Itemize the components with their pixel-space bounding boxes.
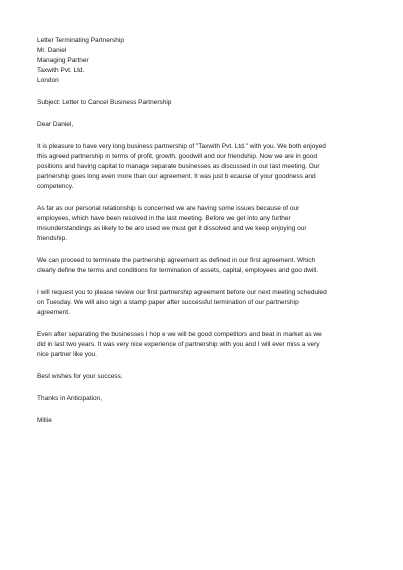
paragraph-line: misunderstandings as likely to be aro used we must get it dissolved and we keep enjoying our	[37, 225, 307, 232]
spacer	[37, 86, 355, 98]
recipient-city: London	[37, 77, 59, 84]
salutation: Dear Daniel,	[37, 121, 74, 128]
paragraph-line: We can proceed to terminate the partnership agreement as defined in our first agreement. Which	[37, 257, 316, 264]
spacer	[37, 192, 355, 204]
letter-subject: Subject: Letter to Cancel Business Partnership	[37, 99, 172, 106]
paragraph-line: positions and having capital to manage separate businesses as discussed in our last meeting. Our	[37, 163, 320, 170]
recipient-name: Mr. Daniel	[37, 47, 67, 54]
paragraph-line: competency.	[37, 183, 74, 190]
paragraph-line: employees, which have been resolved in the last meeting. Before we get into any further	[37, 215, 291, 222]
recipient-company: Taxwith Pvt. Ltd.	[37, 67, 85, 74]
paragraph-line: did in last two years. It was very nice experience of partnership with you and I will ever miss a very	[37, 341, 320, 348]
paragraph-line: nice partner like you.	[37, 351, 97, 358]
paragraph-3	[37, 256, 355, 276]
paragraph-5	[37, 330, 355, 360]
letter-title: Letter Terminating Partnership	[37, 37, 124, 44]
recipient-role: Managing Partner	[37, 57, 89, 64]
paragraph-line: agreement.	[37, 309, 70, 316]
paragraph-line: friendship.	[37, 235, 67, 242]
letter-body	[37, 36, 355, 426]
paragraph-line: this agreed partnership in terms of profit, growth, goodwill and our friendship. Now we are in good	[37, 153, 318, 160]
paragraph-4	[37, 288, 355, 318]
signature: Millie	[37, 417, 52, 424]
spacer	[37, 404, 355, 416]
paragraph-line: partnership goes long even more than our agreement. It was just b ecause of your goodness and	[37, 173, 316, 180]
paragraph-line: on Tuesday. We will also sign a stamp paper after successful termination of our partnership	[37, 299, 299, 306]
paragraph-2	[37, 204, 355, 244]
paragraph-line: It is pleasure to have very long business partnership of "Taxwith Pvt. Ltd." with you. We both enjoyed	[37, 143, 326, 150]
spacer	[37, 382, 355, 394]
spacer	[37, 130, 355, 142]
paragraph-line: As far as our personal relationship is concerned we are having some issues because of our	[37, 205, 300, 212]
paragraph-line: clearly define the terms and conditions for termination of assets, capital, employees and goo dwill.	[37, 267, 319, 274]
spacer	[37, 318, 355, 330]
paragraph-line: Even after separating the businesses I hop e we will be good competitors and beat in market as we	[37, 331, 322, 338]
spacer	[37, 244, 355, 256]
paragraph-line: I will request you to please review our first partnership agreement before our next meeting scheduled	[37, 289, 327, 296]
closing: Thanks in Anticipation,	[37, 395, 103, 402]
spacer	[37, 360, 355, 372]
spacer	[37, 108, 355, 120]
spacer	[37, 276, 355, 288]
wishes: Best wishes for your success.	[37, 373, 123, 380]
paragraph-1	[37, 142, 355, 192]
